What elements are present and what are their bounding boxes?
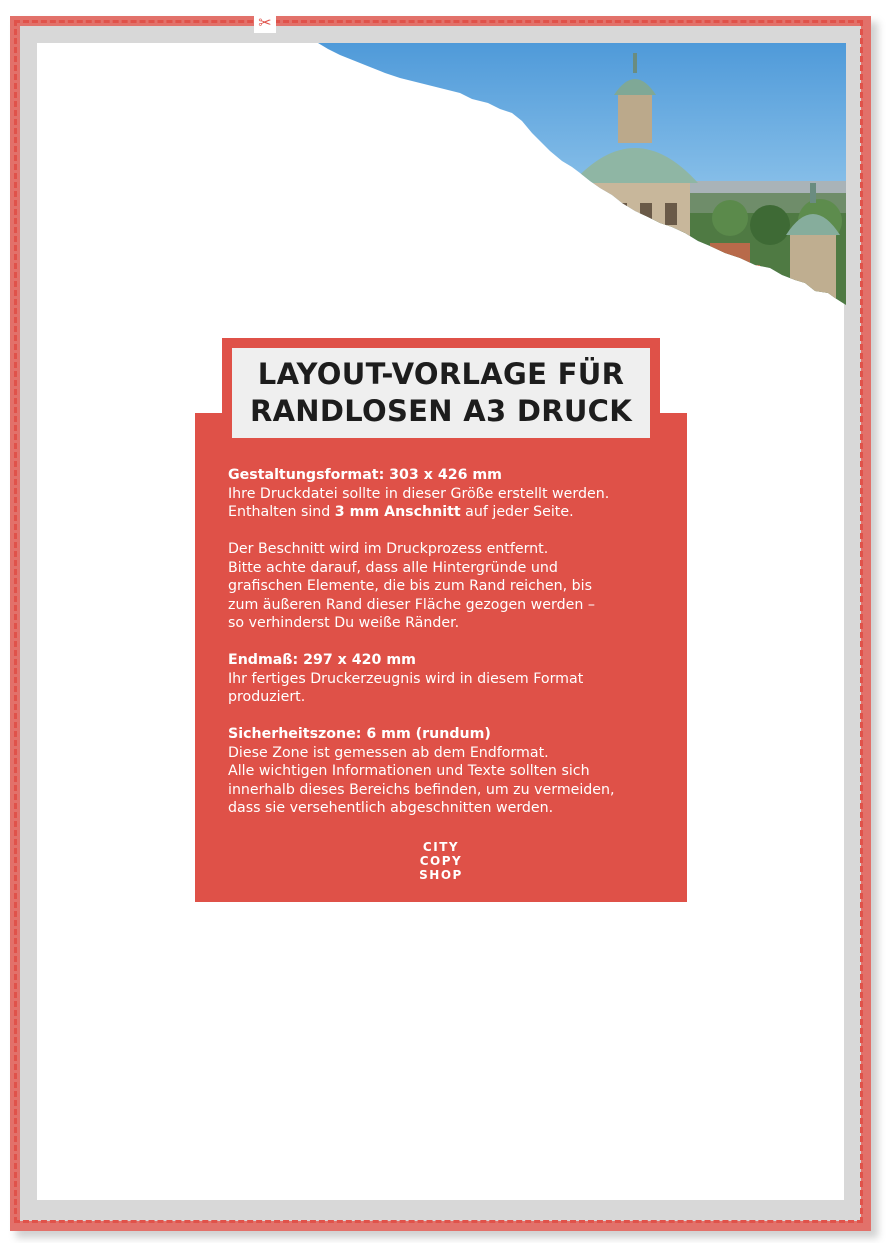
final-line: Ihr fertiges Druckerzeugnis wird in diesem Format (228, 670, 584, 687)
format-heading: Gestaltungsformat: 303 x 426 mm (228, 467, 502, 483)
format-section (228, 466, 668, 522)
title-box (232, 348, 650, 438)
title-line-1: LAYOUT-VORLAGE FÜR (257, 357, 625, 391)
final-heading: Endmaß: 297 x 420 mm (228, 652, 416, 668)
logo-line-1: CITY (422, 840, 460, 854)
city-copy-shop-logo (405, 840, 477, 882)
city-hall-photo (300, 43, 846, 305)
logo-line-2: COPY (419, 854, 463, 868)
format-line-2-pre: Enthalten sind (228, 504, 335, 520)
final-line: produziert. (228, 689, 306, 705)
bleed-line: grafischen Elemente, die bis zum Rand reichen, bis (228, 578, 592, 594)
safety-line: Alle wichtigen Informationen und Texte sollten sich (228, 763, 590, 779)
info-text (228, 466, 668, 836)
scissors-icon: ✂ (254, 13, 276, 33)
safety-line: Diese Zone ist gemessen ab dem Endformat. (228, 744, 549, 761)
format-line-2 (228, 503, 668, 522)
format-line-2-post: auf jeder Seite. (460, 504, 574, 520)
format-line-1: Ihre Druckdatei sollte in dieser Größe erstellt werden. (228, 485, 610, 502)
safety-line: innerhalb dieses Bereichs befinden, um zu vermeiden, (228, 781, 615, 798)
title-line-2: RANDLOSEN A3 DRUCK (249, 394, 633, 428)
bleed-line: Der Beschnitt wird im Druckprozess entfernt. (228, 541, 549, 557)
bleed-section (228, 540, 668, 633)
bleed-line: so verhinderst Du weiße Ränder. (228, 615, 460, 631)
safety-section (228, 725, 668, 818)
final-section (228, 651, 668, 707)
format-line-2-bold: 3 mm Anschnitt (334, 504, 461, 520)
safety-line: dass sie versehentlich abgeschnitten werden. (228, 800, 554, 816)
safety-heading: Sicherheitszone: 6 mm (rundum) (228, 726, 491, 742)
logo-line-3: SHOP (419, 868, 463, 882)
bleed-line: Bitte achte darauf, dass alle Hintergründe und (228, 559, 558, 576)
bleed-line: zum äußeren Rand dieser Fläche gezogen werden – (228, 596, 595, 613)
